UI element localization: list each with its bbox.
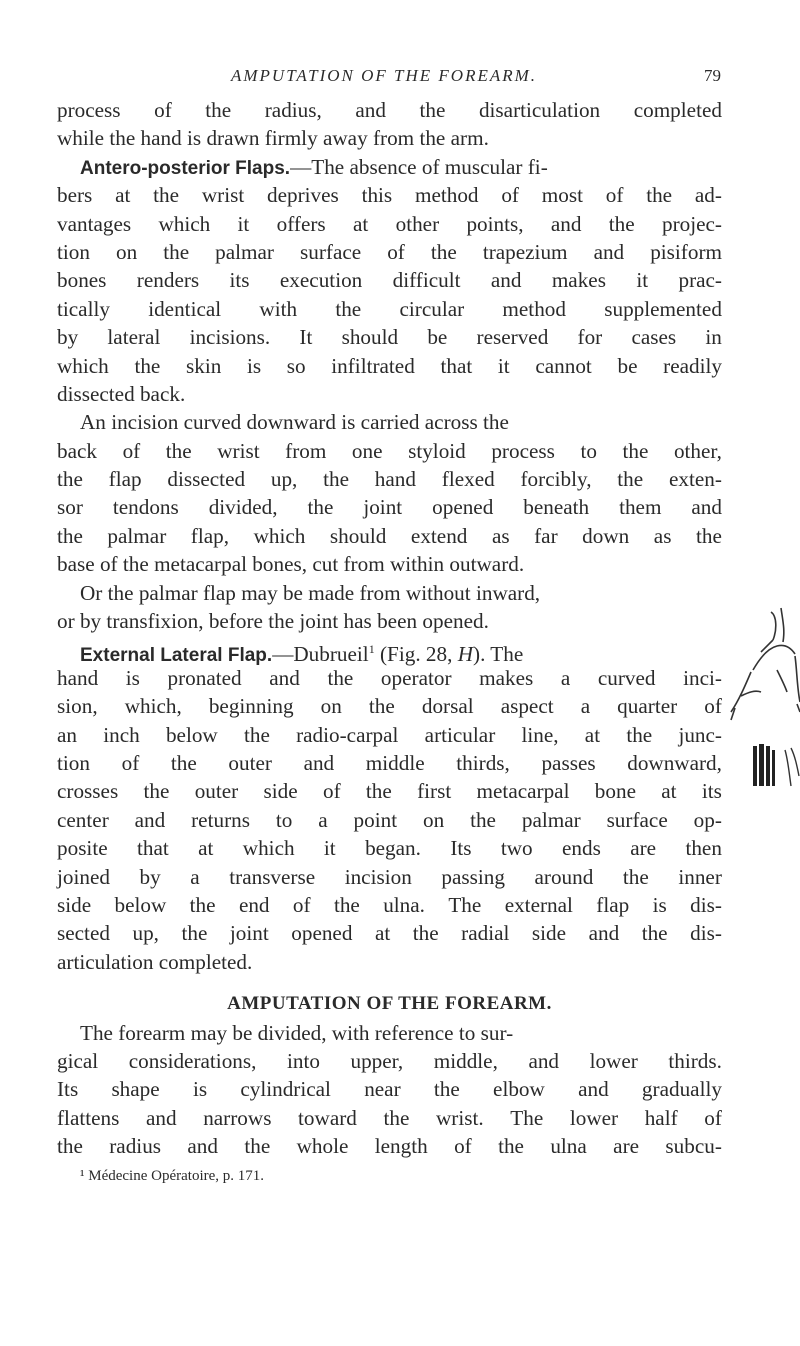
text-line: which the skin is so infiltrated that it cannot be readily bbox=[57, 353, 722, 378]
hand-figure-illustration bbox=[725, 600, 800, 790]
text-line: dissected back. bbox=[57, 381, 186, 406]
run-in-heading: External Lateral Flap. bbox=[80, 645, 273, 667]
text-line: Its shape is cylindrical near the elbow and gradually bbox=[57, 1077, 722, 1102]
text-line: gical considerations, into upper, middle, and lower thirds. bbox=[57, 1048, 722, 1073]
text-line: the radius and the whole length of the ulna are subcu- bbox=[57, 1134, 722, 1159]
figure-letter: H bbox=[457, 642, 474, 667]
text-line: articulation completed. bbox=[57, 949, 253, 974]
text-span: —Dubrueil bbox=[272, 642, 369, 667]
text-line bbox=[57, 635, 722, 667]
text-span: ). The bbox=[473, 642, 524, 667]
text-line: or by transfixion, before the joint has been opened. bbox=[57, 609, 489, 634]
text-line: joined by a transverse incision passing around the inner bbox=[57, 864, 722, 889]
text-span: —The absence of muscular fi- bbox=[290, 154, 548, 179]
text-line: sor tendons divided, the joint opened beneath them and bbox=[57, 495, 722, 520]
text-line: An incision curved downward is carried across the bbox=[80, 410, 509, 435]
text-line: an inch below the radio-carpal articular line, at the junc- bbox=[57, 722, 722, 747]
text-line: posite that at which it began. Its two ends are then bbox=[57, 836, 722, 861]
footnote: ¹ Médecine Opératoire, p. 171. bbox=[80, 1168, 265, 1185]
hand-drawing bbox=[725, 600, 800, 790]
text-line: sected up, the joint opened at the radial side and the dis- bbox=[57, 921, 722, 946]
text-line: vantages which it offers at other points, and the projec- bbox=[57, 211, 722, 236]
text-line: tion of the outer and middle thirds, passes downward, bbox=[57, 750, 722, 775]
text-line: tion on the palmar surface of the trapezium and pisiform bbox=[57, 239, 722, 264]
text-line: the flap dissected up, the hand flexed forcibly, the exten- bbox=[57, 467, 722, 492]
text-line: tically identical with the circular method supplemented bbox=[57, 296, 722, 321]
text-line: bones renders its execution difficult and makes it prac- bbox=[57, 268, 722, 293]
text-line: process of the radius, and the disarticulation completed bbox=[57, 98, 722, 122]
text-line: sion, which, beginning on the dorsal aspect a quarter of bbox=[57, 694, 722, 719]
text-line: hand is pronated and the operator makes a curved inci- bbox=[57, 665, 722, 690]
running-title: AMPUTATION OF THE FOREARM. bbox=[231, 66, 538, 85]
run-in-heading: Antero-posterior Flaps. bbox=[80, 157, 291, 179]
text-line bbox=[57, 153, 722, 181]
text-span: (Fig. 28, bbox=[374, 642, 458, 667]
text-line: crosses the outer side of the first metacarpal bone at its bbox=[57, 779, 722, 804]
text-line: bers at the wrist deprives this method of most of the ad- bbox=[57, 183, 722, 208]
text-line: center and returns to a point on the palmar surface op- bbox=[57, 807, 722, 832]
body-text bbox=[57, 96, 722, 1191]
text-line: the palmar flap, which should extend as far down as the bbox=[57, 523, 722, 548]
text-line: Or the palmar flap may be made from without inward, bbox=[80, 580, 541, 605]
footnote-mark: 1 bbox=[368, 642, 375, 657]
text-line: while the hand is drawn firmly away from the arm. bbox=[57, 126, 489, 151]
text-line: by lateral incisions. It should be reserved for cases in bbox=[57, 325, 722, 350]
running-header bbox=[231, 66, 721, 86]
text-line: side below the end of the ulna. The external flap is dis- bbox=[57, 892, 722, 917]
text-line: back of the wrist from one styloid process to the other, bbox=[57, 438, 722, 463]
page-number: 79 bbox=[704, 66, 721, 85]
text-line: flattens and narrows toward the wrist. The lower half of bbox=[57, 1105, 722, 1130]
text-line: base of the metacarpal bones, cut from within outward. bbox=[57, 552, 525, 577]
section-title: AMPUTATION OF THE FOREARM. bbox=[227, 993, 552, 1015]
text-line: The forearm may be divided, with reference to sur- bbox=[80, 1020, 514, 1045]
